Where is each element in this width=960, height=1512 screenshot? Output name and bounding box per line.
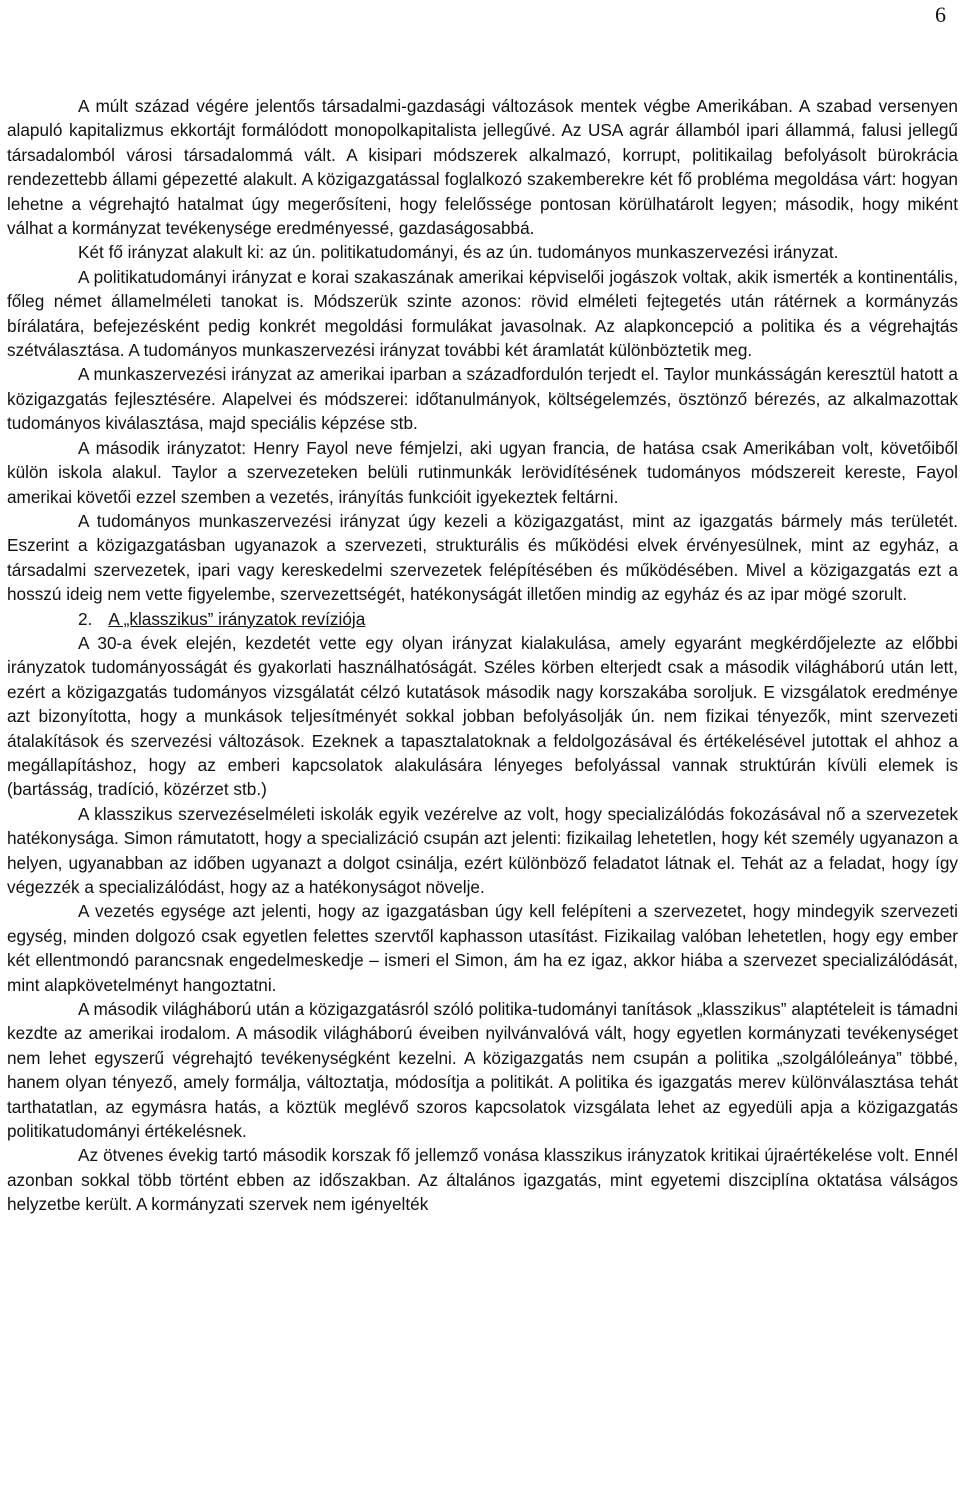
paragraph: Az ötvenes évekig tartó második korszak fő jellemző vonása klasszikus irányzatok kritikai újraértékelése volt. Ennél azonban sokkal több történt ebben az időszakban. Az általános igazgatás, mint egyetemi diszciplína oktatása válságos helyzetbe került. A kormányzati szervek nem igényelték bbox=[7, 1145, 958, 1215]
section-heading bbox=[7, 607, 958, 631]
paragraph: A klasszikus szervezéselméleti iskolák egyik vezérelve az volt, hogy specializálódás fokozásával nő a szervezetek hatékonysága. Simon rámutatott, hogy a specializáció csupán azt jelenti: fizikailag lehetetlen, hogy két személy ugyanazon a helyen, ugyanabban az időben ugyanazt a dolgot csinálja, ezért különböző feladatot látnak el. Tehát az a feladat, hogy így végezzék a specializálódást, hogy az a hatékonyságot növelje. bbox=[7, 803, 958, 897]
paragraph: A politikatudományi irányzat e korai szakaszának amerikai képviselői jogászok voltak, akik ismerték a kontinentális, főleg német államelméleti tanokat is. Módszerük szinte azonos: rövid elméleti fejtegetés után rátérnek a kormányzás bírálatára, befejezésként pedig konkrét megoldási formulákat javasolnak. Az alapkoncepció a politika és a végrehajtás szétválasztása. A tudományos munkaszervezési irányzat további két áramlatát különböztetik meg. bbox=[7, 266, 958, 361]
section-number: 2. bbox=[78, 608, 93, 629]
paragraph: Két fő irányzat alakult ki: az ún. politikatudományi, és az ún. tudományos munkaszervezési irányzat. bbox=[78, 242, 839, 263]
paragraph: A második irányzatot: Henry Fayol neve fémjelzi, aki ugyan francia, de hatása csak Amerikában volt, követőiből külön iskola alakul. Taylor a szervezeteken belüli rutinmunkák lerövidítésének tudományos módszereit kereste, Fayol amerikai követői ezzel szemben a vezetés, irányítás funkcióit igyekeztek feltárni. bbox=[7, 437, 958, 507]
page-number: 6 bbox=[935, 2, 946, 27]
paragraph: A 30-a évek elején, kezdetét vette egy olyan irányzat kialakulása, amely egyaránt megkérdőjelezte az előbbi irányzatok tudományosságát és gyakorlati használhatóságát. Széles körben elterjedt csak a második világháború után lett, ezért a közigazgatás tudományos vizsgálatát célzó kutatások második nagy korszakába soroljuk. E vizsgálatok eredménye azt bizonyította, hogy a munkások teljesítményét sokkal jobban befolyásolják ún. nem fizikai tényezők, mint szervezeti átalakítások és szervezési változások. Ezeknek a tapasztalatoknak a feldolgozásával és értékelésével jutottak el ahhoz a megállapításhoz, hogy az emberi kapcsolatok alakulására lényeges befolyással vannak struktúrán kívüli elemek is (bartásság, tradíció, közérzet stb.) bbox=[7, 632, 958, 800]
paragraph: A tudományos munkaszervezési irányzat úgy kezeli a közigazgatást, mint az igazgatás bármely más területét. Eszerint a közigazgatásban ugyanazok a szervezeti, strukturális és működési elvek érvényesülnek, mint az egyház, a társadalmi szervezetek, ipari vagy kereskedelmi szervezetek felépítésében és működésében. Mivel a közigazgatás ezt a hosszú ideig nem vette figyelembe, szervezettségét, hatékonyságát illetően mindig az egyház és az ipar mögé szorult. bbox=[7, 510, 958, 605]
body-text bbox=[7, 94, 958, 1217]
paragraph: A vezetés egysége azt jelenti, hogy az igazgatásban úgy kell felépíteni a szervezetet, hogy mindegyik szervezeti egység, minden dolgozó csak egyetlen felettes szervtől kaphasson utasítást. Fizikailag valóban lehetetlen, hogy egy ember két ellentmondó parancsnak engedelmeskedje – ismeri el Simon, ám ha ez igaz, akkor hiába a szervezet specializálódását, mint alapkövetelményt hangoztatni. bbox=[7, 901, 958, 995]
paragraph: A második világháború után a közigazgatásról szóló politika-tudományi tanítások „klasszikus” alaptételeit is támadni kezdte az amerikai irodalom. A második világháború éveiben nyilvánvalóvá vált, hogy egyetlen kormányzati tevékenységet nem lehet egyszerű végrehajtó tevékenységként kezelni. A közigazgatás nem csupán a politika „szolgálóleánya” többé, hanem olyan tényező, amely formálja, változtatja, módosítja a politikát. A politika és igazgatás merev különválasztása tehát tarthatatlan, az egymásra hatás, a köztük meglévő szoros kapcsolatok vizsgálata lehet az egyedüli apja a közigazgatás politikatudományi értékelésnek. bbox=[7, 999, 958, 1142]
section-title: A „klasszikus” irányzatok revíziója bbox=[108, 608, 366, 629]
paragraph: A múlt század végére jelentős társadalmi-gazdasági változások mentek végbe Amerikában. A szabad versenyen alapuló kapitalizmus ekkortájt formálódott monopolkapitalista jellegűvé. Az USA agrár államból ipari állammá, falusi jellegű társadalomból városi társadalommá vált. A kisipari módszerek alkalmazó, korrupt, politikailag befolyásolt bürokrácia rendezettebb állami gépezetté alakult. A közigazgatással foglalkozó szakemberekre két fő probléma megoldása várt: hogyan lehetne a végrehajtó hatalmat úgy megerősíteni, hogy felelőssége pontosan körülhatárolt legyen; második, hogy miként válhat a kormányzat tevékenysége eredményessé, gazdaságosabbá. bbox=[7, 96, 958, 239]
paragraph: A munkaszervezési irányzat az amerikai iparban a századfordulón terjedt el. Taylor munkásságán keresztül hatott a közigazgatás fejlesztésére. Alapelvei és módszerei: időtanulmányok, költségelemzés, ösztönző bérezés, az alkalmazottak tudományos kiválasztása, majd speciális képzése stb. bbox=[7, 364, 958, 434]
